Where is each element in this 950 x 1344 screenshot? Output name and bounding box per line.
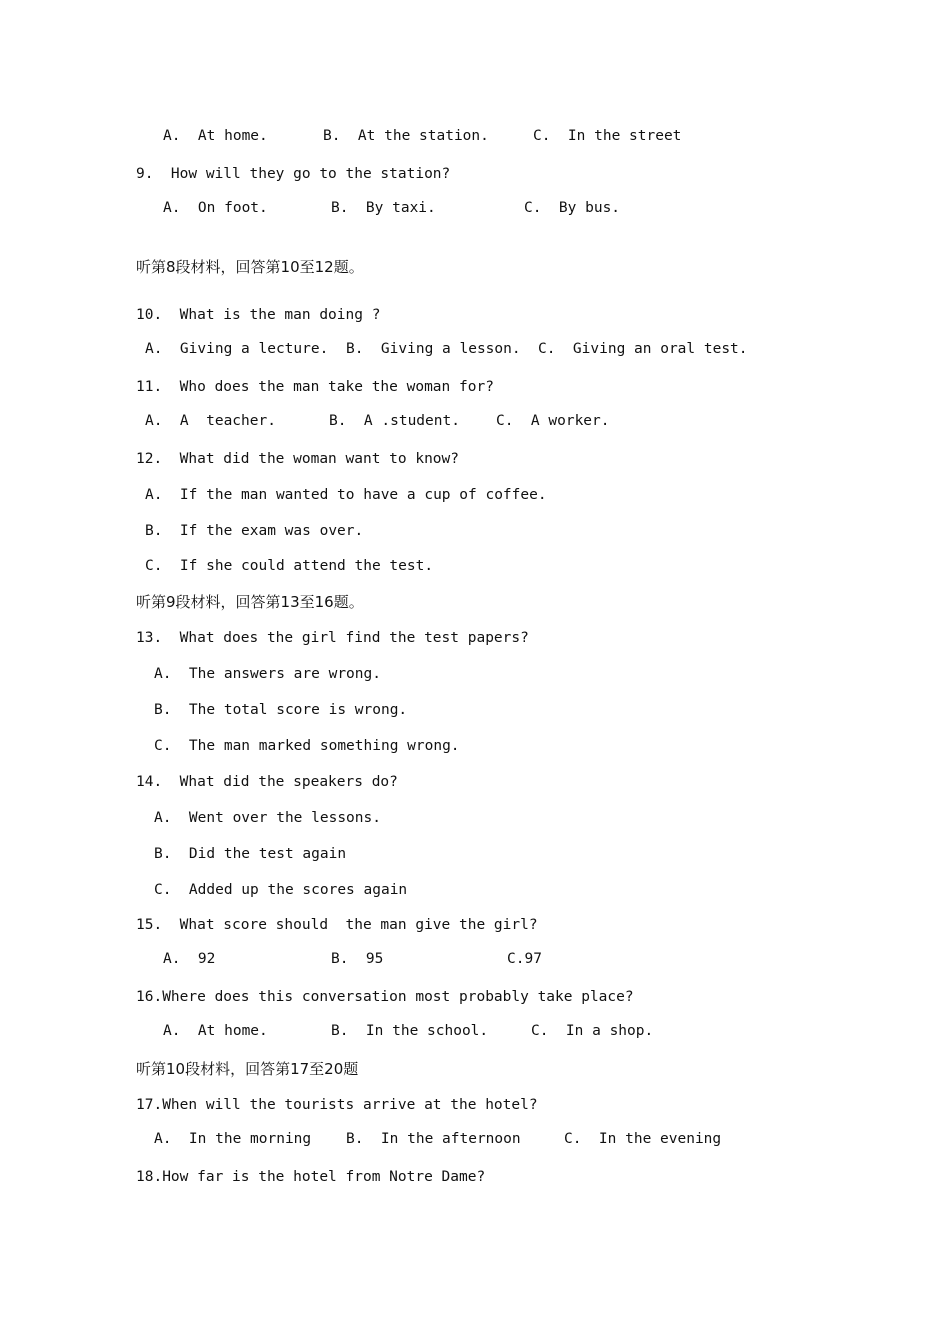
q15-question: 15. What score should the man give the girl? (136, 917, 538, 933)
q15-option-a: A. 92 (163, 951, 216, 967)
q12-question: 12. What did the woman want to know? (136, 451, 460, 467)
q15-option-c: C.97 (507, 951, 542, 967)
q10-option-b: B. Giving a lesson. (346, 341, 521, 357)
q14-option-c: C. Added up the scores again (154, 882, 408, 898)
q13-question: 13. What does the girl find the test papers? (136, 630, 529, 646)
q12-option-b: B. If the exam was over. (145, 523, 364, 539)
q9-option-b: B. By taxi. (331, 200, 436, 216)
q12-option-c: C. If she could attend the test. (145, 558, 434, 574)
section-8-heading: 听第8段材料，回答第10至12题。 (136, 258, 364, 276)
q8-option-b: B. At the station. (323, 128, 489, 144)
q16-question: 16.Where does this conversation most probably take place? (136, 989, 634, 1005)
q8-option-c: C. In the street (533, 128, 682, 144)
q11-option-b: B. A .student. (329, 413, 460, 429)
q16-option-a: A. At home. (163, 1023, 268, 1039)
q14-question: 14. What did the speakers do? (136, 774, 398, 790)
q9-option-a: A. On foot. (163, 200, 268, 216)
q14-option-a: A. Went over the lessons. (154, 810, 381, 826)
q11-question: 11. Who does the man take the woman for? (136, 379, 494, 395)
section-10-heading: 听第10段材料，回答第17至20题 (136, 1060, 359, 1078)
q14-option-b: B. Did the test again (154, 846, 347, 862)
q17-option-b: B. In the afternoon (346, 1131, 521, 1147)
section-9-heading: 听第9段材料，回答第13至16题。 (136, 593, 364, 611)
q13-option-a: A. The answers are wrong. (154, 666, 381, 682)
q11-option-c: C. A worker. (496, 413, 610, 429)
q8-option-a: A. At home. (163, 128, 268, 144)
q13-option-b: B. The total score is wrong. (154, 702, 408, 718)
q13-option-c: C. The man marked something wrong. (154, 738, 460, 754)
q10-option-a: A. Giving a lecture. (145, 341, 329, 357)
q18-question: 18.How far is the hotel from Notre Dame? (136, 1169, 486, 1185)
q16-option-b: B. In the school. (331, 1023, 489, 1039)
q11-option-a: A. A teacher. (145, 413, 276, 429)
q16-option-c: C. In a shop. (531, 1023, 654, 1039)
q17-option-c: C. In the evening (564, 1131, 722, 1147)
q9-question: 9. How will they go to the station? (136, 166, 451, 182)
q10-option-c: C. Giving an oral test. (538, 341, 748, 357)
q17-option-a: A. In the morning (154, 1131, 312, 1147)
q12-option-a: A. If the man wanted to have a cup of coffee. (145, 487, 547, 503)
q10-question: 10. What is the man doing ? (136, 307, 381, 323)
q17-question: 17.When will the tourists arrive at the hotel? (136, 1097, 538, 1113)
q9-option-c: C. By bus. (524, 200, 621, 216)
q15-option-b: B. 95 (331, 951, 384, 967)
